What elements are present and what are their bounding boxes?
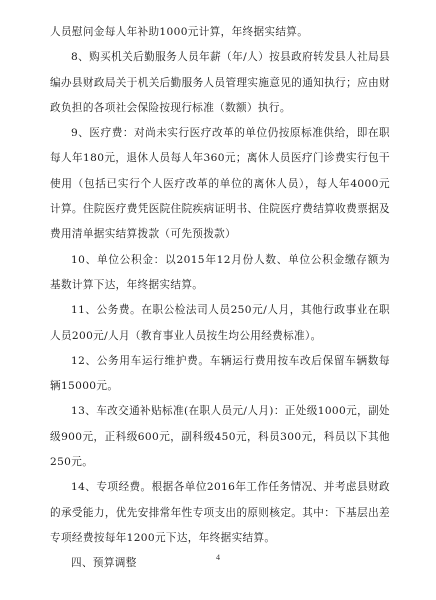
section-heading-budget-adjustment: 四、预算调整 [71,557,137,570]
paragraph-item-9-medical-expenses: 9、医疗费：对尚未实行医疗改革的单位仍按原标准供给，即在职每人年180元，退休人员每人年360元；离休人员医疗门诊费实行包干使用（包括已实行个人医疗改革的单位的离休人员），每人年4000元计算。住院医疗费凭医院住院疾病证明书、住院医疗费结算收费票据及费用清单据实结算拨款（可先预拨款） [50,127,390,241]
page-number: 4 [216,553,220,562]
paragraph-item-13-transport-subsidy: 13、车改交通补贴标准(在职人员元/人月)：正处级1000元，副处级900元，正科级600元，副科级450元，科员300元，科员以下其他250元。 [50,405,390,469]
paragraph-item-12-vehicle-costs: 12、公务用车运行维护费。车辆运行费用按车改后保留车辆数每辆15000元。 [50,354,390,393]
document-body [50,20,390,577]
paragraph-item-10-housing-fund: 10、单位公积金：以2015年12月份人数、单位公积金缴存额为基数计算下达，年终据实结算。 [50,253,390,291]
paragraph-stipend-end: 人员慰问金每人年补助1000元计算，年终据实结算。 [50,26,309,38]
paragraph-item-14-special-funds: 14、专项经费。根据各单位2016年工作任务情况、并考虑县财政的承受能力，优先安排常年性专项支出的原则核定。其中：下基层出差专项经费按每年1200元下达，年终据实结算。 [50,481,390,544]
paragraph-item-11-public-expenses: 11、公务费。在职公检法司人员250元/人月，其他行政事业在职人员200元/人月（教育事业人员按生均公用经费标准）。 [50,304,390,342]
paragraph-item-8-logistics-staff: 8、购买机关后勤服务人员年薪（年/人）按县政府转发县人社局县编办县财政局关于机关后勤服务人员管理实施意见的通知执行；应由财政负担的各项社会保险按现行标准（数额）执行。 [50,51,390,114]
